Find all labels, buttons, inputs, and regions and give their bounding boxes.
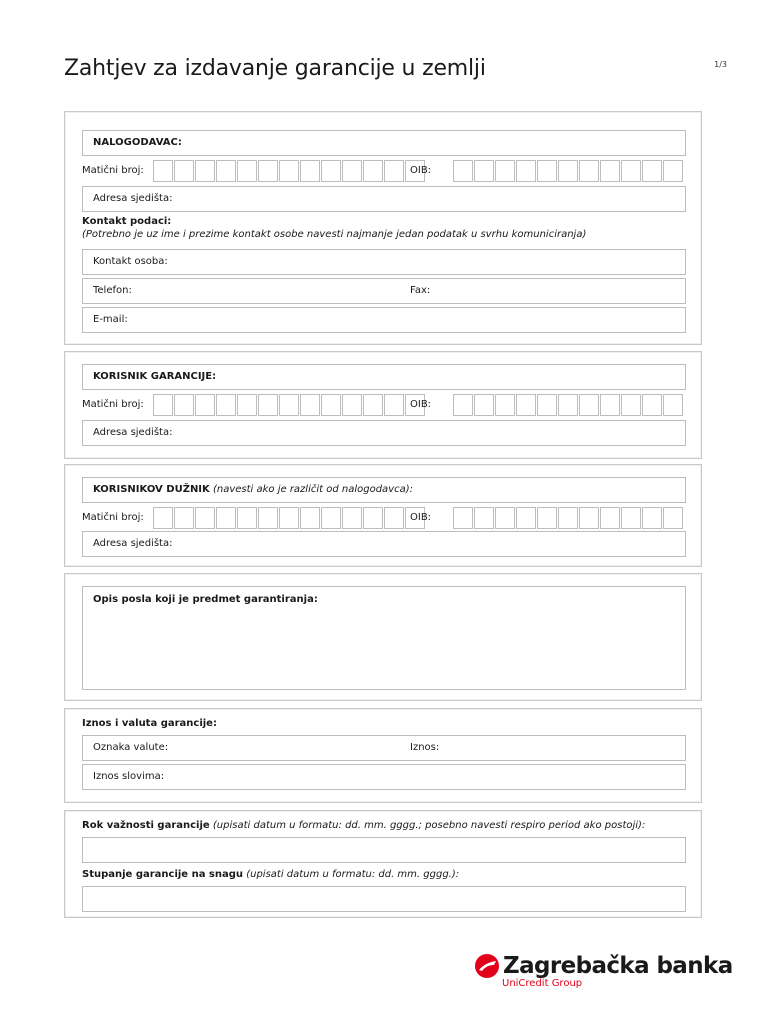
page-title: Zahtjev za izdavanje garancije u zemlji	[64, 56, 486, 81]
digit-cell[interactable]	[363, 394, 383, 416]
rok-title-text: Rok važnosti garancije	[82, 820, 210, 831]
digit-cell[interactable]	[453, 507, 473, 529]
korisnik-oib-field[interactable]	[453, 394, 684, 416]
nalogodavac-title-text: NALOGODAVAC:	[93, 137, 182, 148]
digit-cell[interactable]	[342, 507, 362, 529]
digit-cell[interactable]	[579, 394, 599, 416]
digit-cell[interactable]	[453, 160, 473, 182]
stupanje-field[interactable]	[82, 886, 686, 912]
digit-cell[interactable]	[300, 394, 320, 416]
digit-cell[interactable]	[642, 507, 662, 529]
digit-cell[interactable]	[474, 507, 494, 529]
korisnik-title	[82, 364, 686, 390]
digit-cell[interactable]	[537, 507, 557, 529]
digit-cell[interactable]	[642, 394, 662, 416]
telefon-label: Telefon:	[93, 285, 132, 296]
digit-cell[interactable]	[195, 160, 215, 182]
digit-cell[interactable]	[342, 394, 362, 416]
digit-cell[interactable]	[558, 160, 578, 182]
opis-title: Opis posla koji je predmet garantiranja:	[93, 594, 318, 605]
digit-cell[interactable]	[384, 507, 404, 529]
digit-cell[interactable]	[174, 507, 194, 529]
digit-cell[interactable]	[453, 394, 473, 416]
iznos-slovima-label: Iznos slovima:	[93, 771, 165, 782]
kontakt-osoba-field[interactable]	[82, 249, 686, 275]
digit-cell[interactable]	[258, 160, 278, 182]
digit-cell[interactable]	[342, 160, 362, 182]
digit-cell[interactable]	[174, 394, 194, 416]
iznos-slovima-field[interactable]	[82, 764, 686, 790]
telefon-fax-field[interactable]	[82, 278, 686, 304]
digit-cell[interactable]	[363, 160, 383, 182]
digit-cell[interactable]	[258, 507, 278, 529]
stupanje-title	[82, 869, 459, 880]
section-korisnik	[64, 351, 702, 459]
kontakt-osoba-label: Kontakt osoba:	[93, 256, 168, 267]
section-duznik	[64, 464, 702, 567]
korisnik-maticni-field[interactable]	[153, 394, 426, 416]
rok-note: (upisati datum u formatu: dd. mm. gggg.; posebno navesti respiro period ako postoji):	[212, 820, 646, 831]
digit-cell[interactable]	[621, 507, 641, 529]
nalogodavac-oib-label: OIB:	[410, 165, 432, 176]
digit-cell[interactable]	[237, 507, 257, 529]
unicredit-emblem-icon	[474, 953, 500, 979]
digit-cell[interactable]	[237, 394, 257, 416]
nalogodavac-maticni-label: Matični broj:	[82, 165, 144, 176]
section-nalogodavac	[64, 111, 702, 345]
digit-cell[interactable]	[516, 507, 536, 529]
digit-cell[interactable]	[495, 160, 515, 182]
digit-cell[interactable]	[537, 160, 557, 182]
korisnik-title-text: KORISNIK GARANCIJE:	[93, 371, 217, 382]
duznik-maticni-label: Matični broj:	[82, 512, 144, 523]
opis-field[interactable]	[82, 586, 686, 690]
digit-cell[interactable]	[663, 507, 683, 529]
duznik-adresa-label: Adresa sjedišta:	[93, 538, 173, 549]
digit-cell[interactable]	[558, 394, 578, 416]
digit-cell[interactable]	[495, 394, 515, 416]
digit-cell[interactable]	[558, 507, 578, 529]
digit-cell[interactable]	[258, 394, 278, 416]
digit-cell[interactable]	[384, 160, 404, 182]
duznik-note: (navesti ako je različit od nalogodavca):	[212, 484, 414, 495]
digit-cell[interactable]	[474, 160, 494, 182]
digit-cell[interactable]	[663, 160, 683, 182]
duznik-oib-field[interactable]	[453, 507, 684, 529]
nalogodavac-maticni-field[interactable]	[153, 160, 426, 182]
fax-label: Fax:	[410, 285, 431, 296]
digit-cell[interactable]	[321, 160, 341, 182]
digit-cell[interactable]	[663, 394, 683, 416]
digit-cell[interactable]	[174, 160, 194, 182]
digit-cell[interactable]	[384, 394, 404, 416]
stupanje-note: (upisati datum u formatu: dd. mm. gggg.):	[246, 869, 460, 880]
nalogodavac-oib-field[interactable]	[453, 160, 684, 182]
digit-cell[interactable]	[153, 394, 173, 416]
kontakt-note: (Potrebno je uz ime i prezime kontakt osobe navesti najmanje jedan podatak u svrhu komuniciranja)	[82, 229, 587, 240]
korisnik-adresa-label: Adresa sjedišta:	[93, 427, 173, 438]
digit-cell[interactable]	[516, 160, 536, 182]
digit-cell[interactable]	[153, 507, 173, 529]
korisnik-adresa-field[interactable]	[82, 420, 686, 446]
iznos-label: Iznos:	[410, 742, 440, 753]
page-number: 1/3	[714, 60, 727, 69]
email-label: E-mail:	[93, 314, 128, 325]
iznos-title: Iznos i valuta garancije:	[82, 718, 217, 729]
section-opis	[64, 573, 702, 701]
bank-group: UniCredit Group	[502, 978, 583, 989]
digit-cell[interactable]	[321, 394, 341, 416]
digit-cell[interactable]	[216, 160, 236, 182]
korisnik-maticni-label: Matični broj:	[82, 399, 144, 410]
digit-cell[interactable]	[153, 160, 173, 182]
digit-cell[interactable]	[621, 394, 641, 416]
digit-cell[interactable]	[195, 507, 215, 529]
section-iznos	[64, 708, 702, 803]
digit-cell[interactable]	[300, 507, 320, 529]
digit-cell[interactable]	[300, 160, 320, 182]
oznaka-valute-label: Oznaka valute:	[93, 742, 169, 753]
rok-title	[82, 820, 645, 831]
digit-cell[interactable]	[579, 160, 599, 182]
duznik-adresa-field[interactable]	[82, 531, 686, 557]
bank-name: Zagrebačka banka	[503, 953, 733, 979]
stupanje-title-text: Stupanje garancije na snagu	[82, 869, 244, 880]
duznik-title	[82, 477, 686, 503]
duznik-title-text: KORISNIKOV DUŽNIK	[93, 484, 210, 495]
digit-cell[interactable]	[474, 394, 494, 416]
digit-cell[interactable]	[216, 507, 236, 529]
digit-cell[interactable]	[363, 507, 383, 529]
korisnik-oib-label: OIB:	[410, 399, 432, 410]
digit-cell[interactable]	[279, 507, 299, 529]
nalogodavac-adresa-field[interactable]	[82, 186, 686, 212]
digit-cell[interactable]	[216, 394, 236, 416]
digit-cell[interactable]	[600, 507, 620, 529]
email-field[interactable]	[82, 307, 686, 333]
duznik-oib-label: OIB:	[410, 512, 432, 523]
rok-field[interactable]	[82, 837, 686, 863]
digit-cell[interactable]	[195, 394, 215, 416]
bank-logo	[474, 952, 733, 989]
digit-cell[interactable]	[279, 394, 299, 416]
kontakt-title: Kontakt podaci:	[82, 216, 172, 227]
digit-cell[interactable]	[516, 394, 536, 416]
nalogodavac-adresa-label: Adresa sjedišta:	[93, 193, 173, 204]
digit-cell[interactable]	[600, 394, 620, 416]
digit-cell[interactable]	[237, 160, 257, 182]
digit-cell[interactable]	[321, 507, 341, 529]
section-rok	[64, 810, 702, 918]
duznik-maticni-field[interactable]	[153, 507, 426, 529]
valuta-iznos-field[interactable]	[82, 735, 686, 761]
digit-cell[interactable]	[537, 394, 557, 416]
digit-cell[interactable]	[642, 160, 662, 182]
digit-cell[interactable]	[495, 507, 515, 529]
digit-cell[interactable]	[279, 160, 299, 182]
digit-cell[interactable]	[579, 507, 599, 529]
digit-cell[interactable]	[600, 160, 620, 182]
digit-cell[interactable]	[621, 160, 641, 182]
nalogodavac-title	[82, 130, 686, 156]
